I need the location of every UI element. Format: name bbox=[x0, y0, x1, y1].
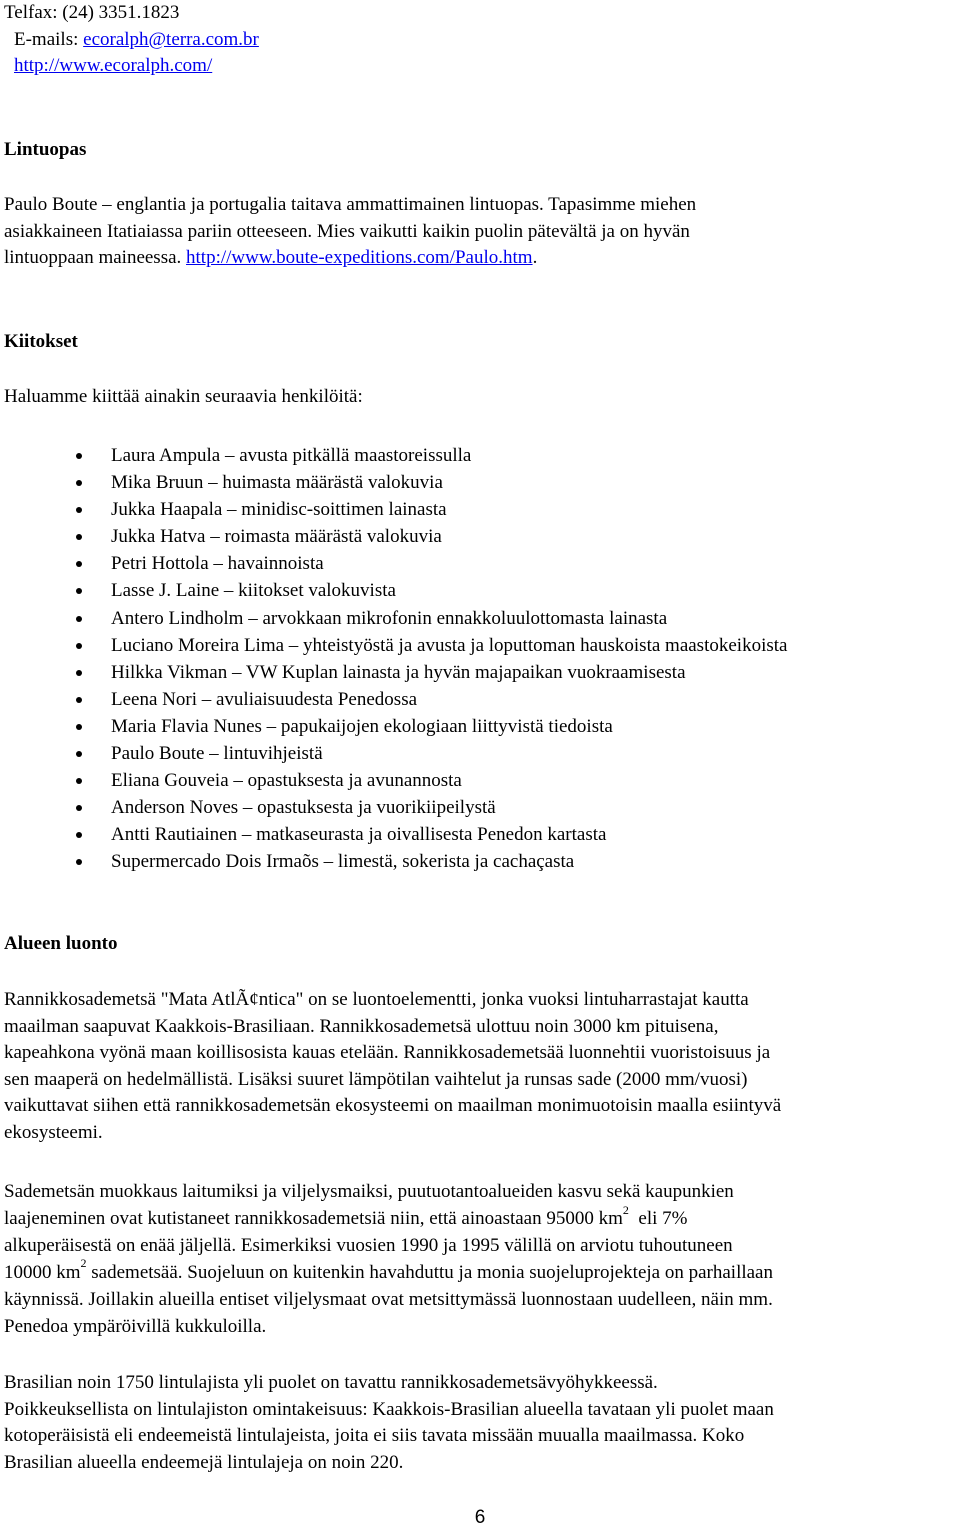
lintuopas-line-3-text: lintuoppaan maineessa. bbox=[4, 247, 187, 269]
lintuopas-line-2: asiakkaineen Itatiaiassa pariin otteeseen. Mies vaikutti kaikin puolin pätevältä ja on hyvän bbox=[4, 220, 690, 242]
list-item: Anderson Noves – opastuksesta ja vuorikiipeilystä bbox=[4, 794, 956, 821]
bullet-icon bbox=[76, 697, 82, 703]
list-item: Antero Lindholm – arvokkaan mikrofonin ennakkoluulottomasta lainasta bbox=[4, 605, 956, 632]
thanks-list bbox=[4, 442, 956, 876]
list-item: Jukka Hatva – roimasta määrästä valokuvia bbox=[4, 523, 956, 550]
bullet-icon bbox=[76, 805, 82, 811]
emails-label: E-mails: bbox=[14, 28, 84, 50]
text-line: ekosysteemi. bbox=[4, 1121, 103, 1143]
bullet-icon bbox=[76, 616, 82, 622]
website-line bbox=[4, 53, 956, 80]
text-line: laajeneminen ovat kutistaneet rannikkosademetsiä niin, että ainoastaan 95000 $km^2$ eli 7% bbox=[4, 1202, 688, 1229]
kiitokset-heading: Kiitokset bbox=[4, 331, 78, 352]
telfax-line: Telfax: (24) 3351.1823 bbox=[4, 2, 180, 23]
superscript: 2 bbox=[80, 1256, 87, 1271]
bullet-icon bbox=[76, 832, 82, 838]
list-item: Maria Flavia Nunes – papukaijojen ekologiaan liittyvistä tiedoista bbox=[4, 713, 956, 740]
text-line: kapeahkona vyönä maan koillisosista kauas etelään. Rannikkosademetsää luonnehtii vuoristoisuus ja bbox=[4, 1042, 771, 1064]
list-item: Supermercado Dois Irmaõs – limestä, sokerista ja cachaçasta bbox=[4, 848, 956, 875]
text-line: Poikkeuksellista on lintulajiston omintakeisuus: Kaakkois-Brasilian alueella tavataan yli puolet maan bbox=[4, 1398, 774, 1420]
lintuopas-line-3 bbox=[4, 245, 956, 272]
bullet-icon bbox=[76, 561, 82, 567]
emails-line bbox=[4, 27, 956, 54]
bullet-icon bbox=[76, 588, 82, 594]
bullet-icon bbox=[76, 751, 82, 757]
kiitokset-intro: Haluamme kiittää ainakin seuraavia henkilöitä: bbox=[4, 386, 363, 407]
lintuopas-paragraph bbox=[4, 192, 956, 272]
text-line: vaikuttavat siihen että rannikkosademetsän ekosysteemi on maailman monimuotoisin maalla esiintyvä bbox=[4, 1095, 782, 1117]
email-link[interactable]: ecoralph@terra.com.br bbox=[83, 28, 259, 50]
text-line: 10000 $km^2$ sademetsää. Suojeluun on kuitenkin havahduttu ja monia suojeluprojekteja on parhaillaan bbox=[4, 1256, 773, 1283]
bullet-icon bbox=[76, 670, 82, 676]
bullet-icon bbox=[76, 724, 82, 730]
list-item: Paulo Boute – lintuvihjeistä bbox=[4, 740, 956, 767]
luonto-paragraph-1 bbox=[4, 987, 956, 1147]
list-item: Luciano Moreira Lima – yhteistyöstä ja avusta ja loputtoman hauskoista maastokeikoista bbox=[4, 632, 956, 659]
list-item: Petri Hottola – havainnoista bbox=[4, 550, 956, 577]
list-item: Antti Rautiainen – matkaseurasta ja oivallisesta Penedon kartasta bbox=[4, 821, 956, 848]
luonto-paragraph-2 bbox=[4, 1179, 956, 1340]
text-line: Sademetsän muokkaus laitumiksi ja viljelysmaiksi, puutuotantoalueiden kasvu sekä kaupunkien bbox=[4, 1181, 734, 1202]
text-line: kotoperäisistä eli endeemeistä lintulajeista, joita ei siis tavata missään muualla maailmassa. Koko bbox=[4, 1425, 745, 1447]
list-item: Laura Ampula – avusta pitkällä maastoreissulla bbox=[4, 442, 956, 469]
bullet-icon bbox=[76, 643, 82, 649]
list-item: Hilkka Vikman – VW Kuplan lainasta ja hyvän majapaikan vuokraamisesta bbox=[4, 659, 956, 686]
superscript: 2 bbox=[622, 1202, 629, 1217]
list-item: Leena Nori – avuliaisuudesta Penedossa bbox=[4, 686, 956, 713]
lintuopas-line-3-end: . bbox=[532, 247, 538, 269]
contact-block bbox=[4, 0, 956, 80]
alueen-luonto-heading: Alueen luonto bbox=[4, 933, 118, 954]
text-line: käynnissä. Joillakin alueilla entiset viljelysmaat ovat metsittymässä luonnostaan uudelleen, näin mm. bbox=[4, 1288, 773, 1310]
text-line: maailman saapuvat Kaakkois-Brasiliaan. Rannikkosademetsä ulottuu noin 3000 km pituisena, bbox=[4, 1015, 719, 1037]
bullet-icon bbox=[76, 507, 82, 513]
bullet-icon bbox=[76, 453, 82, 459]
list-item: Mika Bruun – huimasta määrästä valokuvia bbox=[4, 469, 956, 496]
lintuopas-line-1: Paulo Boute – englantia ja portugalia taitava ammattimainen lintuopas. Tapasimme miehen bbox=[4, 194, 697, 215]
list-item: Jukka Haapala – minidisc-soittimen lainasta bbox=[4, 496, 956, 523]
text-line: alkuperäisestä on enää jäljellä. Esimerkiksi vuosien 1990 ja 1995 välillä on arviotu tuhoutuneen bbox=[4, 1234, 733, 1256]
website-link[interactable]: http://www.ecoralph.com/ bbox=[14, 55, 213, 77]
text-line: Brasilian noin 1750 lintulajista yli puolet on tavattu rannikkosademetsävyöhykkeessä. bbox=[4, 1372, 658, 1393]
text-line: Penedoa ympäröivillä kukkuloilla. bbox=[4, 1315, 267, 1337]
text-line: Rannikkosademetsä "Mata AtlÃ¢ntica" on se luontoelementti, jonka vuoksi lintuharrastajat kautta bbox=[4, 989, 749, 1010]
lintuopas-heading: Lintuopas bbox=[4, 139, 87, 160]
bullet-icon bbox=[76, 859, 82, 865]
luonto-paragraph-3 bbox=[4, 1370, 956, 1476]
list-item: Eliana Gouveia – opastuksesta ja avunannosta bbox=[4, 767, 956, 794]
bullet-icon bbox=[76, 480, 82, 486]
page-number: 6 bbox=[474, 1507, 486, 1528]
list-item: Lasse J. Laine – kiitokset valokuvista bbox=[4, 577, 956, 604]
text-line: Brasilian alueella endeemejä lintulajeja on noin 220. bbox=[4, 1451, 404, 1473]
text-line: sen maaperä on hedelmällistä. Lisäksi suuret lämpötilan vaihtelut ja runsas sade (2000 mm/vuosi) bbox=[4, 1068, 748, 1090]
bullet-icon bbox=[76, 534, 82, 540]
boute-expeditions-link[interactable]: http://www.boute-expeditions.com/Paulo.htm bbox=[186, 247, 533, 269]
bullet-icon bbox=[76, 778, 82, 784]
